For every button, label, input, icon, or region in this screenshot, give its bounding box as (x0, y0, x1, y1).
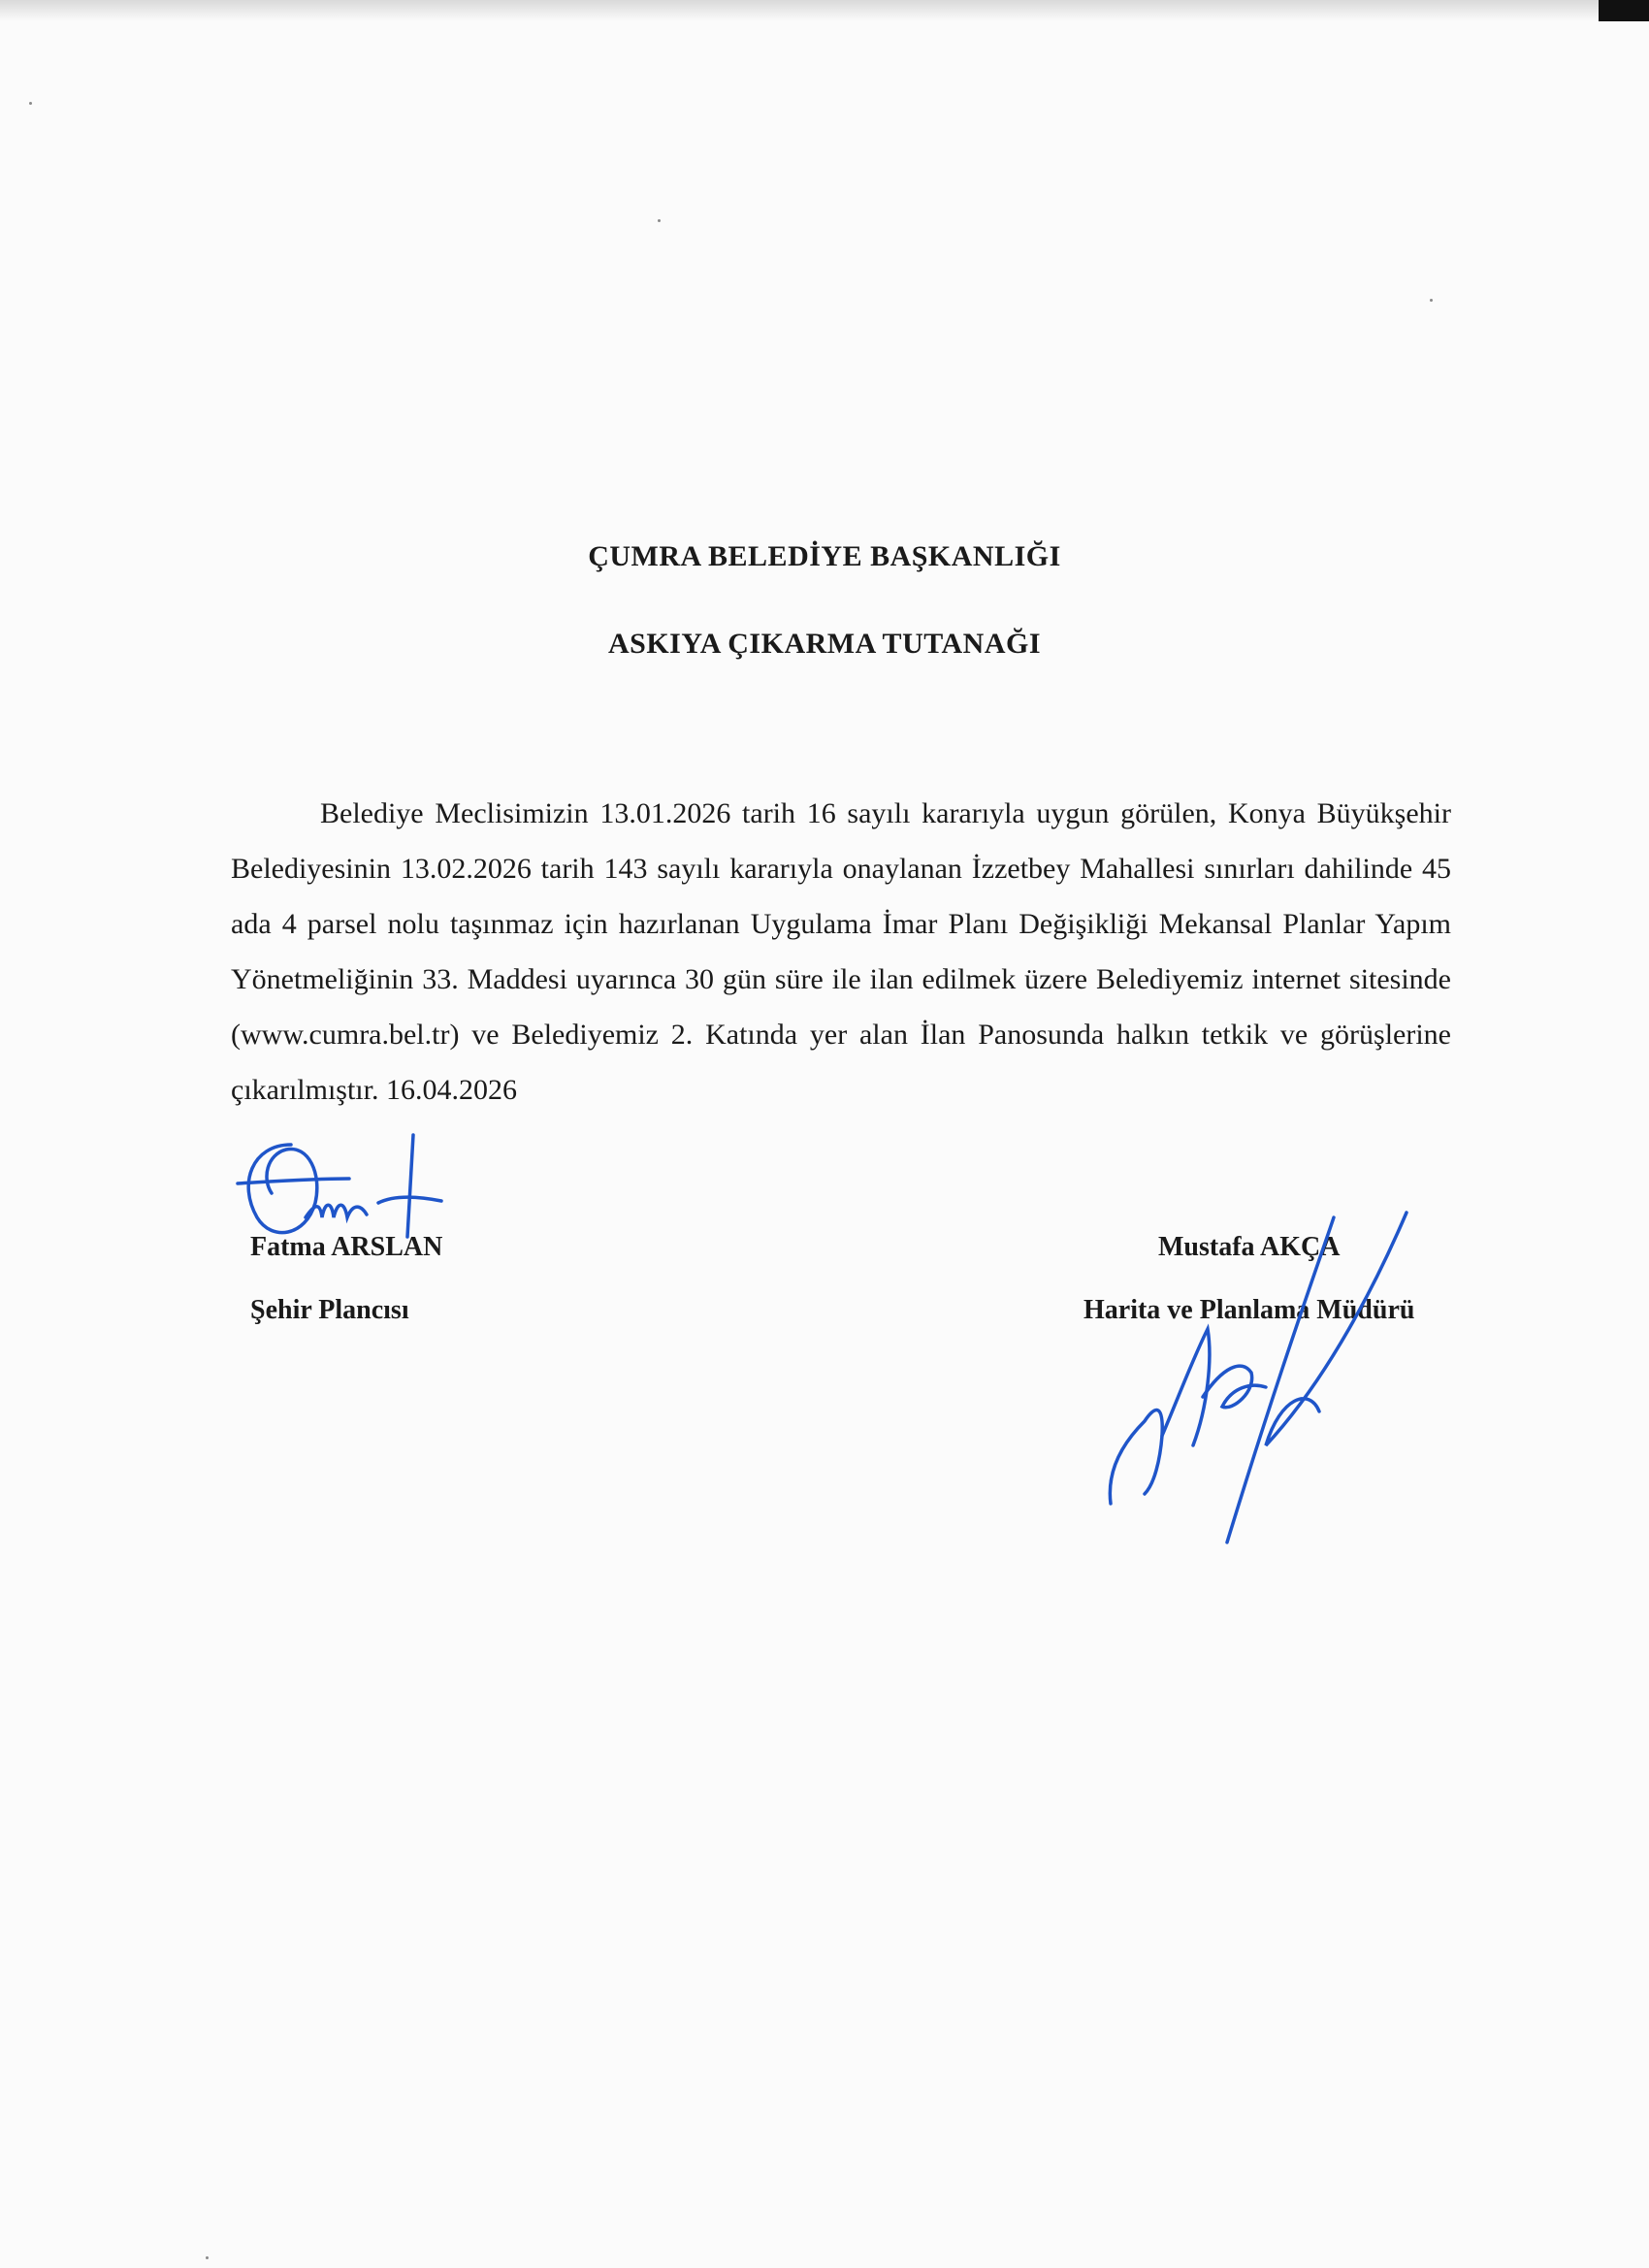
scan-corner-mark (1599, 0, 1649, 21)
body-paragraph: Belediye Meclisimizin 13.01.2026 tarih 16 sayılı kararıyla uygun görülen, Konya Büyükşehir Belediyesinin 13.02.2026 tarih 143 sayılı kararıyla onaylanan İzzetbey Mahallesi sınırları dahilinde 45 ada 4 parsel nolu taşınmaz için hazırlanan Uygulama İmar Planı Değişikliği Mekansal Planlar Yapım Yönetmeliğinin 33. Maddesi uyarınca 30 gün süre ile ilan edilmek üzere Belediyemiz internet sitesinde (www.cumra.bel.tr) ve Belediyemiz 2. Katında yer alan İlan Panosunda halkın tetkik ve görüşlerine çıkarılmıştır. 16.04.2026 (231, 797, 1451, 1106)
left-signatory-name: Fatma ARSLAN (250, 1232, 443, 1262)
scan-edge (0, 0, 1649, 21)
right-signatory-name: Mustafa AKÇA (1158, 1232, 1341, 1262)
scan-speck (206, 2256, 209, 2259)
scan-speck (658, 219, 661, 222)
left-signatory-title: Şehir Plancısı (250, 1295, 409, 1325)
scan-speck (29, 102, 32, 105)
scan-speck (1430, 299, 1433, 302)
right-signatory-title: Harita ve Planlama Müdürü (1083, 1295, 1415, 1325)
institution-heading: ÇUMRA BELEDİYE BAŞKANLIĞI (588, 540, 1061, 572)
document-title: ASKIYA ÇIKARMA TUTANAĞI (607, 628, 1042, 660)
